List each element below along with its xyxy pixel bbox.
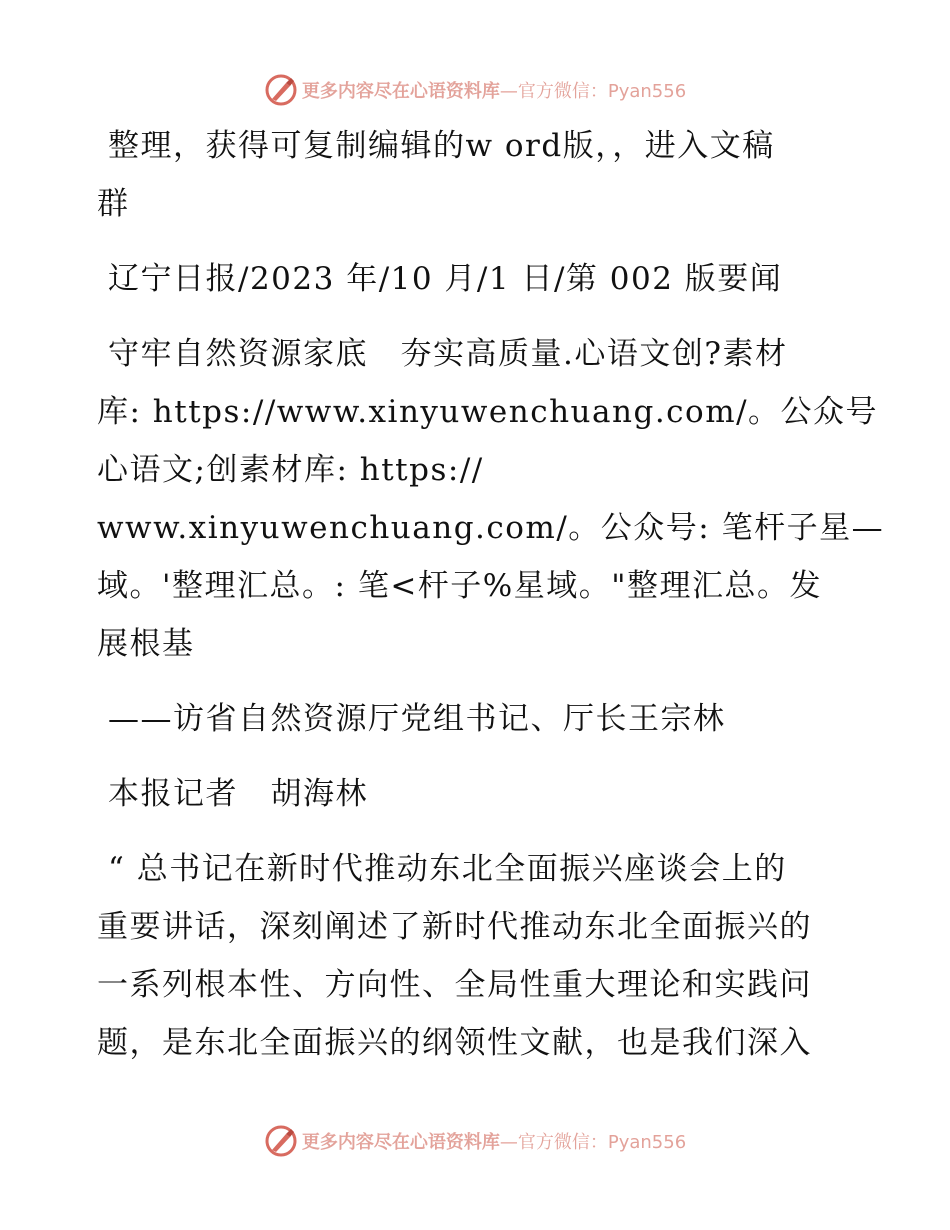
text-line: 守牢自然资源家底 夯实高质量.心语文创?素材 [108, 336, 788, 372]
text-line: 整理，获得可复制编辑的w ord版，，进入文稿 [108, 128, 775, 164]
watermark-sub-text: —官方微信：Pyan556 [499, 1132, 687, 1153]
text-line: ——访省自然资源厅党组书记、厅长王宗林 [108, 701, 726, 737]
text-line: 域。'整理汇总。: 笔<杆子%星域。"整理汇总。发 [97, 568, 823, 604]
text-line: 题，是东北全面振兴的纲领性文献，也是我们深入 [97, 1025, 812, 1061]
text-line: 本报记者 胡海林 [108, 776, 368, 812]
pen-logo-icon [264, 73, 298, 107]
watermark-sub-text: —官方微信：Pyan556 [499, 81, 687, 102]
watermark-footer [0, 1121, 950, 1161]
text-line: 群 [97, 186, 130, 222]
watermark-main-text: 更多内容尽在心语资料库 [301, 1132, 500, 1153]
text-line: 心语文;创素材库: https:// [97, 452, 484, 488]
text-line: 辽宁日报/2023 年/10 月/1 日/第 002 版要闻 [108, 261, 783, 297]
watermark-header [0, 70, 950, 110]
text-line: “ 总书记在新时代推动东北全面振兴座谈会上的 [108, 851, 787, 887]
pen-logo-icon [264, 1124, 298, 1158]
watermark-main-text: 更多内容尽在心语资料库 [301, 81, 500, 102]
text-line: www.xinyuwenchuang.com/。公众号: 笔杆子星— [97, 510, 885, 546]
text-line: 库: https://www.xinyuwenchuang.com/。公众号 [97, 394, 879, 430]
text-line: 展根基 [97, 626, 195, 662]
text-line: 一系列根本性、方向性、全局性重大理论和实践问 [97, 967, 812, 1003]
text-line: 重要讲话，深刻阐述了新时代推动东北全面振兴的 [97, 909, 812, 945]
